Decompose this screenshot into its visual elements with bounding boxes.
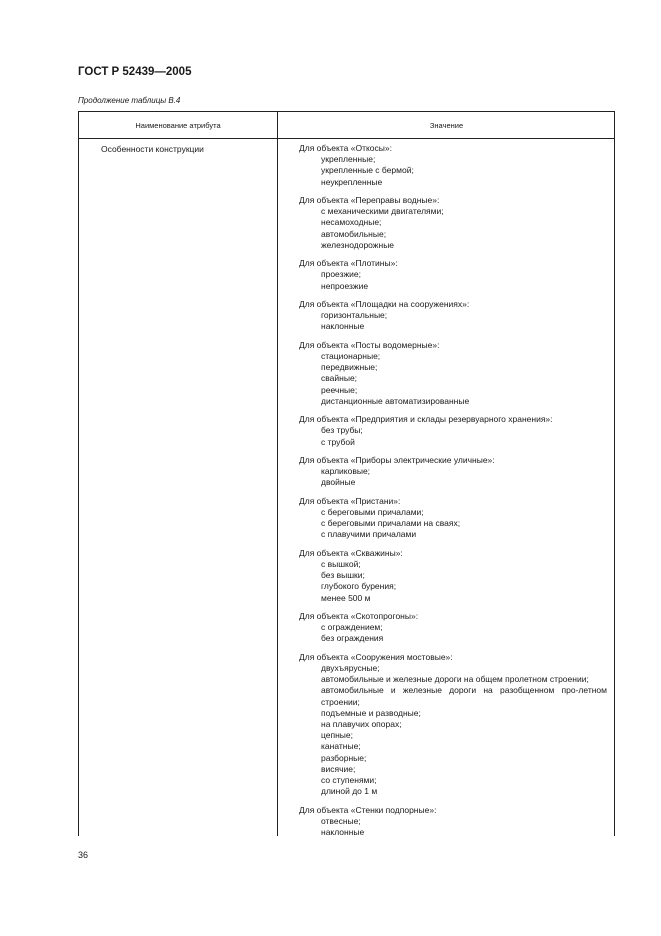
group-heading: Для объекта «Плотины»: [299, 258, 398, 269]
column-header-value: Значение [429, 121, 464, 130]
group-heading: Для объекта «Сооружения мостовые»: [299, 651, 453, 662]
value-item: менее 500 м [321, 592, 371, 603]
attribute-name: Особенности конструкции [101, 144, 204, 154]
value-item: со ступенями; [321, 775, 377, 786]
group-heading: Для объекта «Посты водомерные»: [299, 339, 440, 350]
group-heading: Для объекта «Откосы»: [299, 143, 392, 153]
value-item: неукрепленные [321, 176, 383, 187]
value-group [299, 299, 607, 333]
value-item: передвижные; [321, 362, 378, 373]
document-title: ГОСТ Р 52439—2005 [78, 66, 192, 78]
value-group [299, 805, 607, 839]
value-item: отвесные; [321, 815, 361, 826]
value-item: дистанционные автоматизированные [321, 395, 470, 406]
value-item: на плавучих опорах; [321, 719, 402, 730]
value-item: с береговыми причалами; [321, 507, 424, 517]
value-group [299, 455, 607, 489]
value-item: глубокого бурения; [321, 581, 397, 592]
column-header-name: Наименование атрибута [135, 121, 221, 130]
value-group [299, 143, 607, 188]
value-item: автомобильные и железные дороги на общем пролетном строении; [321, 674, 589, 685]
value-group [299, 414, 607, 448]
value-item: укрепленные; [321, 154, 376, 165]
group-heading: Для объекта «Переправы водные»: [299, 195, 440, 205]
value-group [299, 652, 607, 798]
attribute-values [299, 143, 607, 845]
value-item: автомобильные и железные дороги на разобщенном про-летном строении; [321, 685, 607, 707]
value-item: с вышкой; [321, 559, 361, 569]
header-divider [79, 138, 614, 139]
group-heading: Для объекта «Скотопрогоны»: [299, 611, 419, 621]
value-item: с ограждением; [321, 622, 383, 633]
value-item: висячие; [321, 763, 356, 774]
value-item: без ограждения [321, 633, 384, 644]
attribute-table [78, 111, 615, 836]
value-item: двойные [321, 477, 356, 488]
value-item: разборные; [321, 752, 367, 763]
column-divider [277, 112, 278, 836]
value-item: с плавучими причалами [321, 529, 417, 540]
group-heading: Для объекта «Площадки на сооружениях»: [299, 299, 470, 309]
value-group [299, 496, 607, 541]
group-heading: Для объекта «Приборы электрические уличные»: [299, 455, 495, 465]
value-item: укрепленные с бермой; [321, 165, 414, 176]
value-item: с береговыми причалами на сваях; [321, 518, 461, 529]
value-item: длиной до 1 м [321, 786, 378, 797]
value-item: двухъярусные; [321, 663, 380, 673]
group-heading: Для объекта «Предприятия и склады резервуарного хранения»: [299, 414, 553, 425]
value-item: цепные; [321, 730, 353, 741]
value-item: без вышки; [321, 570, 365, 581]
value-group [299, 258, 607, 292]
value-item: свайные; [321, 373, 358, 384]
value-item: проезжие; [321, 269, 362, 280]
group-heading: Для объекта «Стенки подпорные»: [299, 804, 437, 815]
value-item: подъемные и разводные; [321, 707, 421, 718]
value-group [299, 548, 607, 604]
value-item: железнодорожные [321, 239, 395, 250]
value-group [299, 611, 607, 645]
group-heading: Для объекта «Скважины»: [299, 547, 403, 558]
value-item: стационарные; [321, 351, 381, 361]
value-item: с механическими двигателями; [321, 206, 444, 217]
value-item: несамоходные; [321, 217, 382, 228]
value-item: карликовые; [321, 466, 371, 477]
value-group [299, 340, 607, 407]
value-item: наклонные [321, 827, 365, 838]
group-heading: Для объекта «Пристани»: [299, 495, 401, 506]
value-item: без трубы; [321, 425, 363, 436]
value-item: канатные; [321, 741, 361, 752]
table-caption: Продолжение таблицы В.4 [78, 96, 181, 105]
value-item: наклонные [321, 321, 365, 332]
page-number: 36 [78, 850, 89, 860]
value-item: непроезжие [321, 280, 369, 291]
value-item: реечные; [321, 384, 358, 395]
value-group [299, 195, 607, 251]
value-item: с трубой [321, 436, 355, 447]
value-item: автомобильные; [321, 228, 387, 239]
value-item: горизонтальные; [321, 310, 388, 321]
